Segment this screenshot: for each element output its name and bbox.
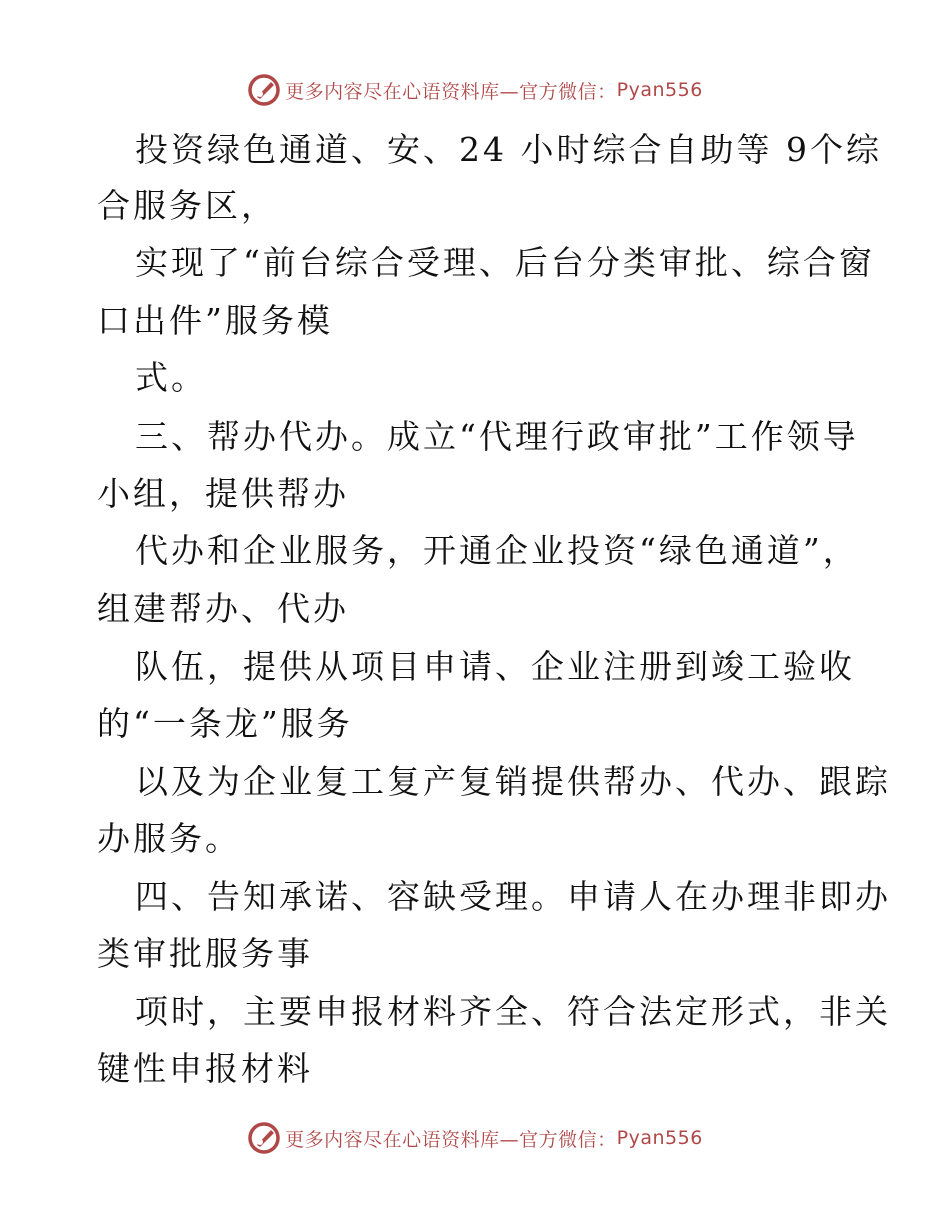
- banner-text: 更多内容尽在心语资料库—官方微信：: [285, 80, 617, 103]
- text-line: 实现了“前台综合受理、后台分类审批、综合窗: [135, 243, 875, 282]
- text-line: 代办和企业服务，开通企业投资“绿色通道”，: [135, 531, 859, 570]
- text-line: 的“一条龙”服务: [97, 704, 353, 743]
- text-line: 以及为企业复工复产复销提供帮办、代办、跟踪: [135, 762, 891, 801]
- header-banner: [0, 70, 950, 110]
- text-line: 合服务区，: [97, 186, 277, 225]
- brand-logo-icon: [247, 1121, 281, 1155]
- text-line: 式。: [135, 358, 207, 397]
- brand-logo-icon: [247, 73, 281, 107]
- text-line: 键性申报材料: [97, 1049, 313, 1088]
- text-line: 口出件”服务模: [97, 301, 333, 340]
- text-line: 类审批服务事: [97, 934, 313, 973]
- text-line: 办服务。: [97, 819, 241, 858]
- banner-text: 更多内容尽在心语资料库—官方微信：: [285, 1128, 617, 1151]
- text-line: 四、告知承诺、容缺受理。申请人在办理非即办: [135, 877, 891, 916]
- text-line: 组建帮办、代办: [97, 589, 349, 628]
- text-line: 小组，提供帮办: [97, 474, 349, 513]
- text-line: 队伍，提供从项目申请、企业注册到竣工验收: [135, 647, 855, 686]
- text-line: 投资绿色通道、安、24 小时综合自助等 9个综: [135, 130, 882, 169]
- footer-banner: [0, 1118, 950, 1158]
- wechat-id: Pyan556: [616, 1127, 703, 1149]
- wechat-id: Pyan556: [616, 79, 703, 101]
- text-line: 项时，主要申报材料齐全、符合法定形式，非关: [135, 992, 891, 1031]
- text-line: 三、帮办代办。成立“代理行政审批”工作领导: [135, 417, 859, 456]
